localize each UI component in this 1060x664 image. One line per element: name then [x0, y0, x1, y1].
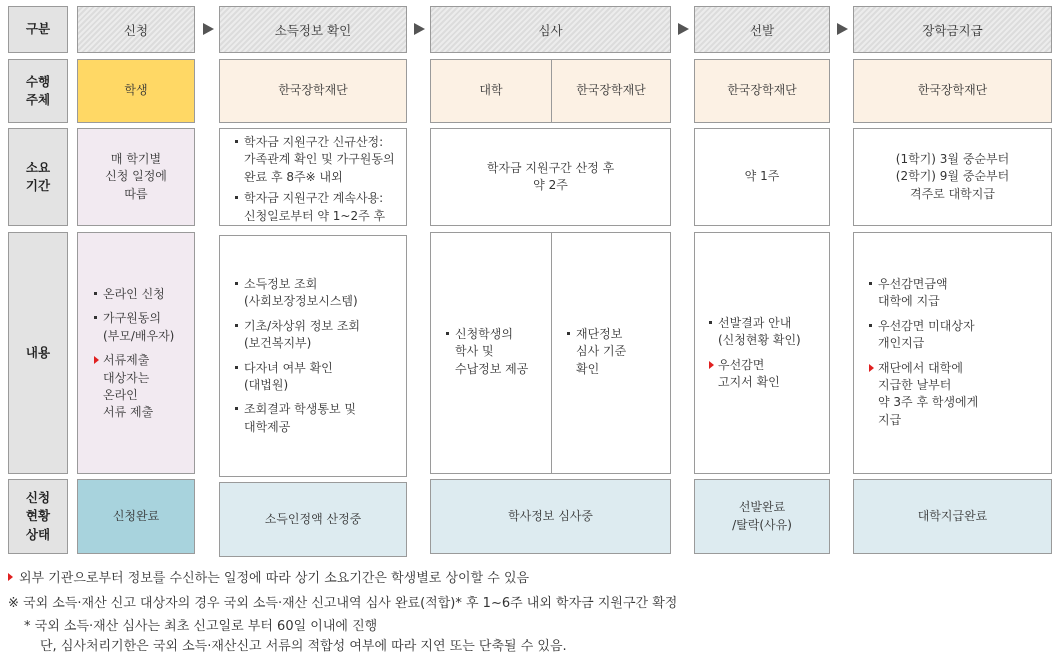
row-label-status: 신청 현황 상태 [8, 479, 68, 554]
list-item: 조회결과 학생통보 및 대학제공 [234, 401, 406, 436]
list-item: 기초/차상위 정보 조회 (보건복지부) [234, 318, 406, 353]
performer-review-kosaf: 한국장학재단 [576, 83, 646, 98]
status-apply: 신청완료 [77, 479, 195, 554]
content-review-kosaf-list [566, 326, 668, 385]
arrow-right-icon [203, 23, 214, 35]
list-item: 소득정보 조회 (사회보장정보시스템) [234, 276, 406, 311]
arrow-right-icon [414, 23, 425, 35]
list-item: 신청학생의 학사 및 수납정보 제공 [445, 326, 549, 378]
list-item: 다자녀 여부 확인 (대법원) [234, 360, 406, 395]
row-label-duration: 소요 기간 [8, 128, 68, 226]
duration-pay: (1학기) 3월 중순부터 (2학기) 9월 중순부터 격주로 대학지급 [853, 128, 1052, 226]
performer-income: 한국장학재단 [219, 59, 407, 123]
stage-select-header: 선발 [694, 6, 830, 53]
stage-apply-header: 신청 [77, 6, 195, 53]
list-item: 우선감면 고지서 확인 [708, 357, 828, 392]
list-item: 우선감면 미대상자 개인지급 [868, 318, 1050, 353]
list-item: 학자금 지원구간 계속사용: 신청일로부터 약 1~2주 후 [234, 190, 406, 225]
content-income-list [234, 276, 406, 443]
performer-apply: 학생 [77, 59, 195, 123]
arrow-right-icon [837, 23, 848, 35]
stage-review-header: 심사 [430, 6, 671, 53]
list-item: 우선감면금액 대학에 지급 [868, 276, 1050, 311]
status-pay: 대학지급완료 [853, 479, 1052, 554]
content-review-divider [551, 232, 552, 474]
row-label-performer: 수행 주체 [8, 59, 68, 123]
list-item: 재단정보 심사 기준 확인 [566, 326, 668, 378]
duration-select: 약 1주 [694, 128, 830, 226]
footnote-4: 단, 심사처리기한은 국외 소득·재산신고 서류의 적합성 여부에 따라 지연 또는 단축될 수 있음. [40, 639, 567, 654]
list-item: 가구원동의 (부모/배우자) [93, 310, 193, 345]
stage-pay-header: 장학금지급 [853, 6, 1052, 53]
list-item: 서류제출 대상자는 온라인 서류 제출 [93, 352, 193, 422]
content-pay-list [868, 276, 1050, 436]
list-item: 온라인 신청 [93, 286, 193, 303]
list-item: 재단에서 대학에 지급한 날부터 약 3주 후 학생에게 지급 [868, 360, 1050, 430]
footnote-1-text: 외부 기관으로부터 정보를 수신하는 일정에 따라 상기 소요기간은 학생별로 상이할 수 있음 [19, 571, 530, 586]
duration-apply: 매 학기별 신청 일정에 따름 [77, 128, 195, 226]
content-select-list [708, 315, 828, 399]
footnote-1 [8, 567, 529, 586]
arrow-right-icon [678, 23, 689, 35]
footnote-2: ※ 국외 소득·재산 신고 대상자의 경우 국외 소득·재산 신고내역 심사 완료(적합)* 후 1~6주 내외 학자금 지원구간 확정 [8, 596, 678, 611]
performer-review-univ: 대학 [479, 83, 503, 98]
status-select: 선발완료 /탈락(사유) [694, 479, 830, 554]
header-category: 구분 [8, 6, 68, 53]
performer-pay: 한국장학재단 [853, 59, 1052, 123]
status-income: 소득인정액 산정중 [219, 482, 407, 557]
status-review: 학사정보 심사중 [430, 479, 671, 554]
duration-review: 학자금 지원구간 산정 후 약 2주 [430, 128, 671, 226]
duration-income-list [234, 134, 406, 232]
footnote-3: * 국외 소득·재산 심사는 최초 신고일로 부터 60일 이내에 진행 [24, 619, 378, 634]
performer-select: 한국장학재단 [694, 59, 830, 123]
row-label-content: 내용 [8, 232, 68, 474]
red-triangle-icon [8, 573, 13, 581]
content-review-univ-list [445, 326, 549, 385]
content-apply-list [93, 286, 193, 429]
list-item: 선발결과 안내 (신청현황 확인) [708, 315, 828, 350]
list-item: 학자금 지원구간 신규산정: 가족관계 확인 및 가구원동의 완료 후 8주※ 내외 [234, 134, 406, 186]
stage-income-header: 소득정보 확인 [219, 6, 407, 53]
